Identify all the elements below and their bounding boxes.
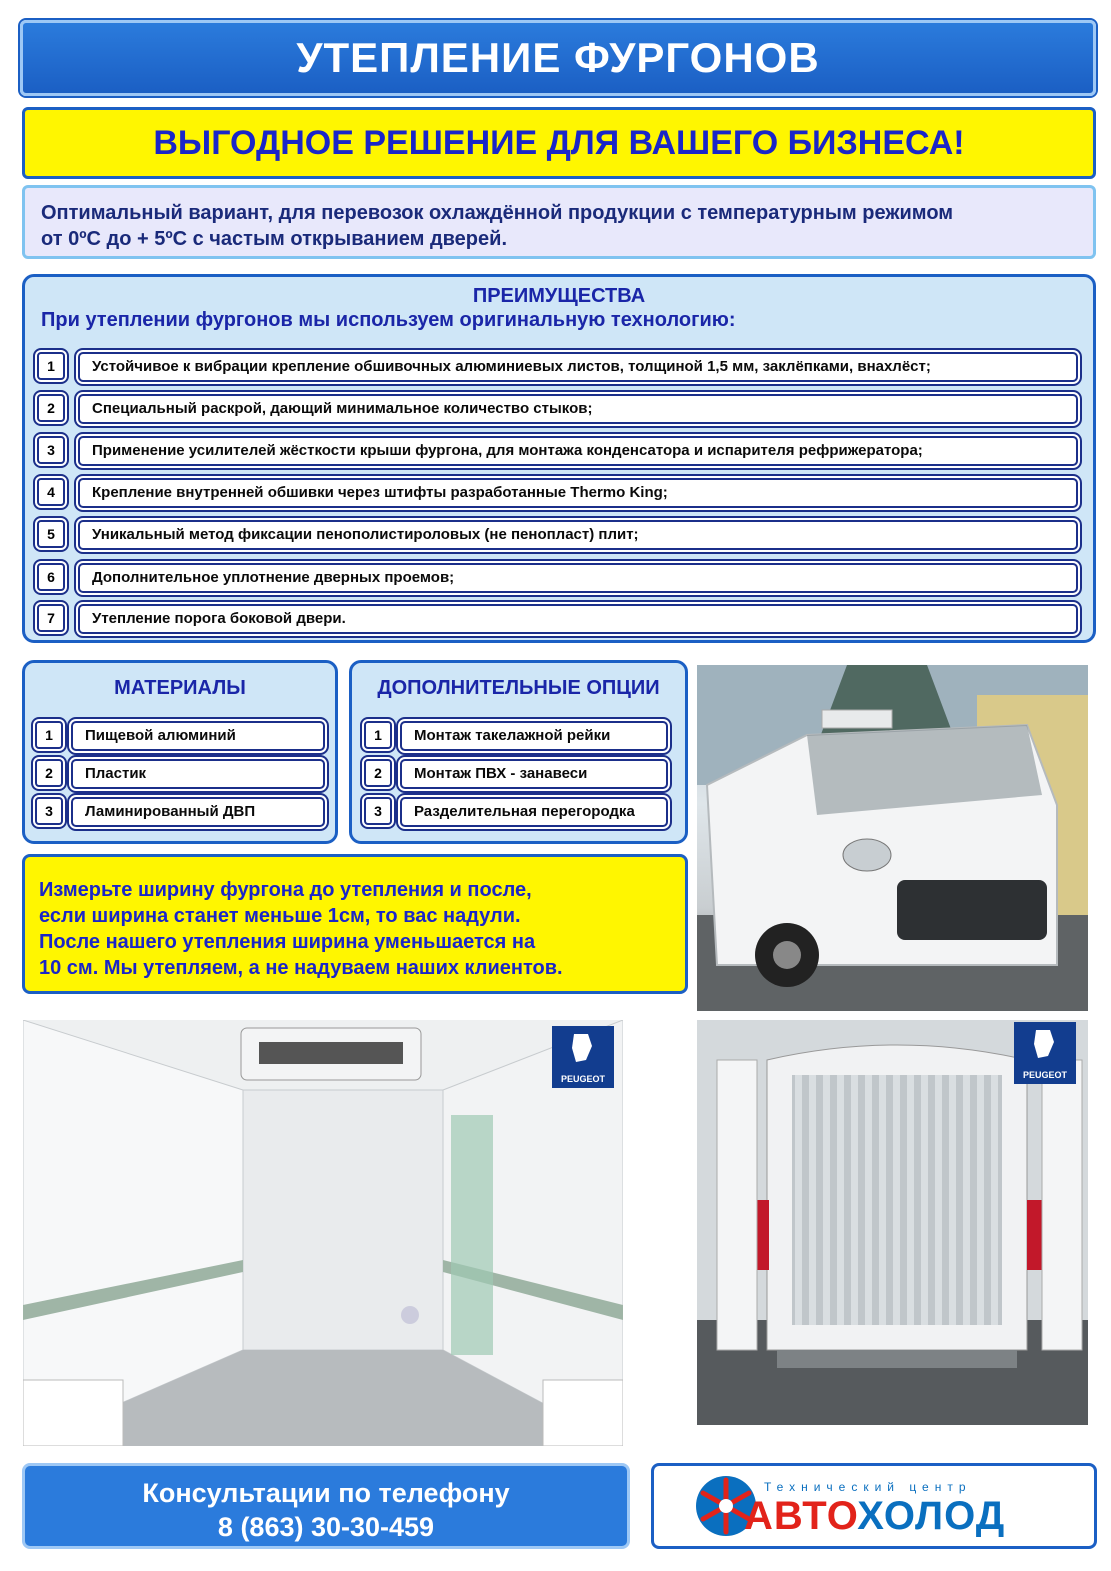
advantage-item: Уникальный метод фиксации пенополистироловых (не пенопласт) плит; [78,520,1078,550]
advantages-panel [22,274,1096,643]
advantage-number: 7 [37,604,65,632]
options-heading: ДОПОЛНИТЕЛЬНЫЕ ОПЦИИ [377,677,660,699]
peugeot-logo-icon [552,1026,614,1088]
peugeot-logo-icon [1014,1022,1076,1084]
brand-tagline: Технический центр [764,1480,972,1494]
phone-number[interactable]: 8 (863) 30-30-459 [217,1512,435,1542]
note-line-1: Измерьте ширину фургона до утепления и после, [39,879,532,901]
advantage-number: 5 [37,520,65,548]
peugeot-badge-label: PEUGEOT [560,1074,605,1084]
page-title: УТЕПЛЕНИЕ ФУРГОНОВ [20,20,1096,96]
material-number: 2 [35,759,63,787]
advantage-number: 6 [37,563,65,591]
advantage-item: Крепление внутренней обшивки через штифты разработанные Thermo King; [78,478,1078,508]
page-subtitle: ВЫГОДНОЕ РЕШЕНИЕ ДЛЯ ВАШЕГО БИЗНЕСА! [22,107,1096,179]
van-illustration [697,665,1088,1011]
advantage-number: 4 [37,478,65,506]
van-photo [697,665,1088,1011]
advantage-number: 2 [37,394,65,422]
note-line-4: 10 см. Мы утепляем, а не надуваем наших клиентов. [39,957,563,979]
advantage-item: Устойчивое к вибрации крепление обшивочных алюминиевых листов, толщиной 1,5 мм, заклёпками, внахлёст; [78,352,1078,382]
options-panel [349,660,688,844]
contact-box [22,1463,630,1549]
advantages-subheading: При утеплении фургонов мы используем оригинальную технологию: [41,309,736,331]
intro-line-1: Оптимальный вариант, для перевозок охлаждённой продукции с температурным режимом [41,202,954,224]
peugeot-badge-label: PEUGEOT [1022,1070,1067,1080]
material-number: 1 [35,721,63,749]
rear-doors-photo [697,1020,1088,1425]
advantage-item: Специальный раскрой, дающий минимальное количество стыков; [78,394,1078,424]
brand-name-part2: ХОЛОД [857,1494,1006,1538]
interior-illustration [23,1020,623,1446]
note-line-3: После нашего утепления ширина уменьшается на [39,931,536,953]
advantage-item: Утепление порога боковой двери. [78,604,1078,634]
advantage-item: Дополнительное уплотнение дверных проемов; [78,563,1078,593]
option-item: Монтаж ПВХ - занавеси [400,759,668,789]
brand-name [744,1494,1005,1539]
material-item: Пластик [71,759,325,789]
advantage-item: Применение усилителей жёсткости крыши фургона, для монтажа конденсатора и испарителя рефрижератора; [78,436,1078,466]
advantage-number: 3 [37,436,65,464]
materials-panel [22,660,338,844]
intro-text [22,185,1096,259]
materials-heading: МАТЕРИАЛЫ [114,677,246,699]
material-number: 3 [35,797,63,825]
material-item: Пищевой алюминий [71,721,325,751]
option-item: Разделительная перегородка [400,797,668,827]
interior-photo [23,1020,623,1446]
option-number: 2 [364,759,392,787]
intro-line-2: от 0ºС до + 5ºС с частым открыванием дверей. [41,228,507,250]
option-number: 1 [364,721,392,749]
note-line-2: если ширина станет меньше 1см, то вас надули. [39,905,521,927]
advantage-number: 1 [37,352,65,380]
option-number: 3 [364,797,392,825]
option-item: Монтаж такелажной рейки [400,721,668,751]
brand-name-part1: АВТО [744,1494,858,1538]
width-note [22,854,688,994]
brand-logo [651,1463,1097,1549]
advantages-heading: ПРЕИМУЩЕСТВА [472,285,646,307]
contact-label: Консультации по телефону [142,1478,510,1508]
material-item: Ламинированный ДВП [71,797,325,827]
